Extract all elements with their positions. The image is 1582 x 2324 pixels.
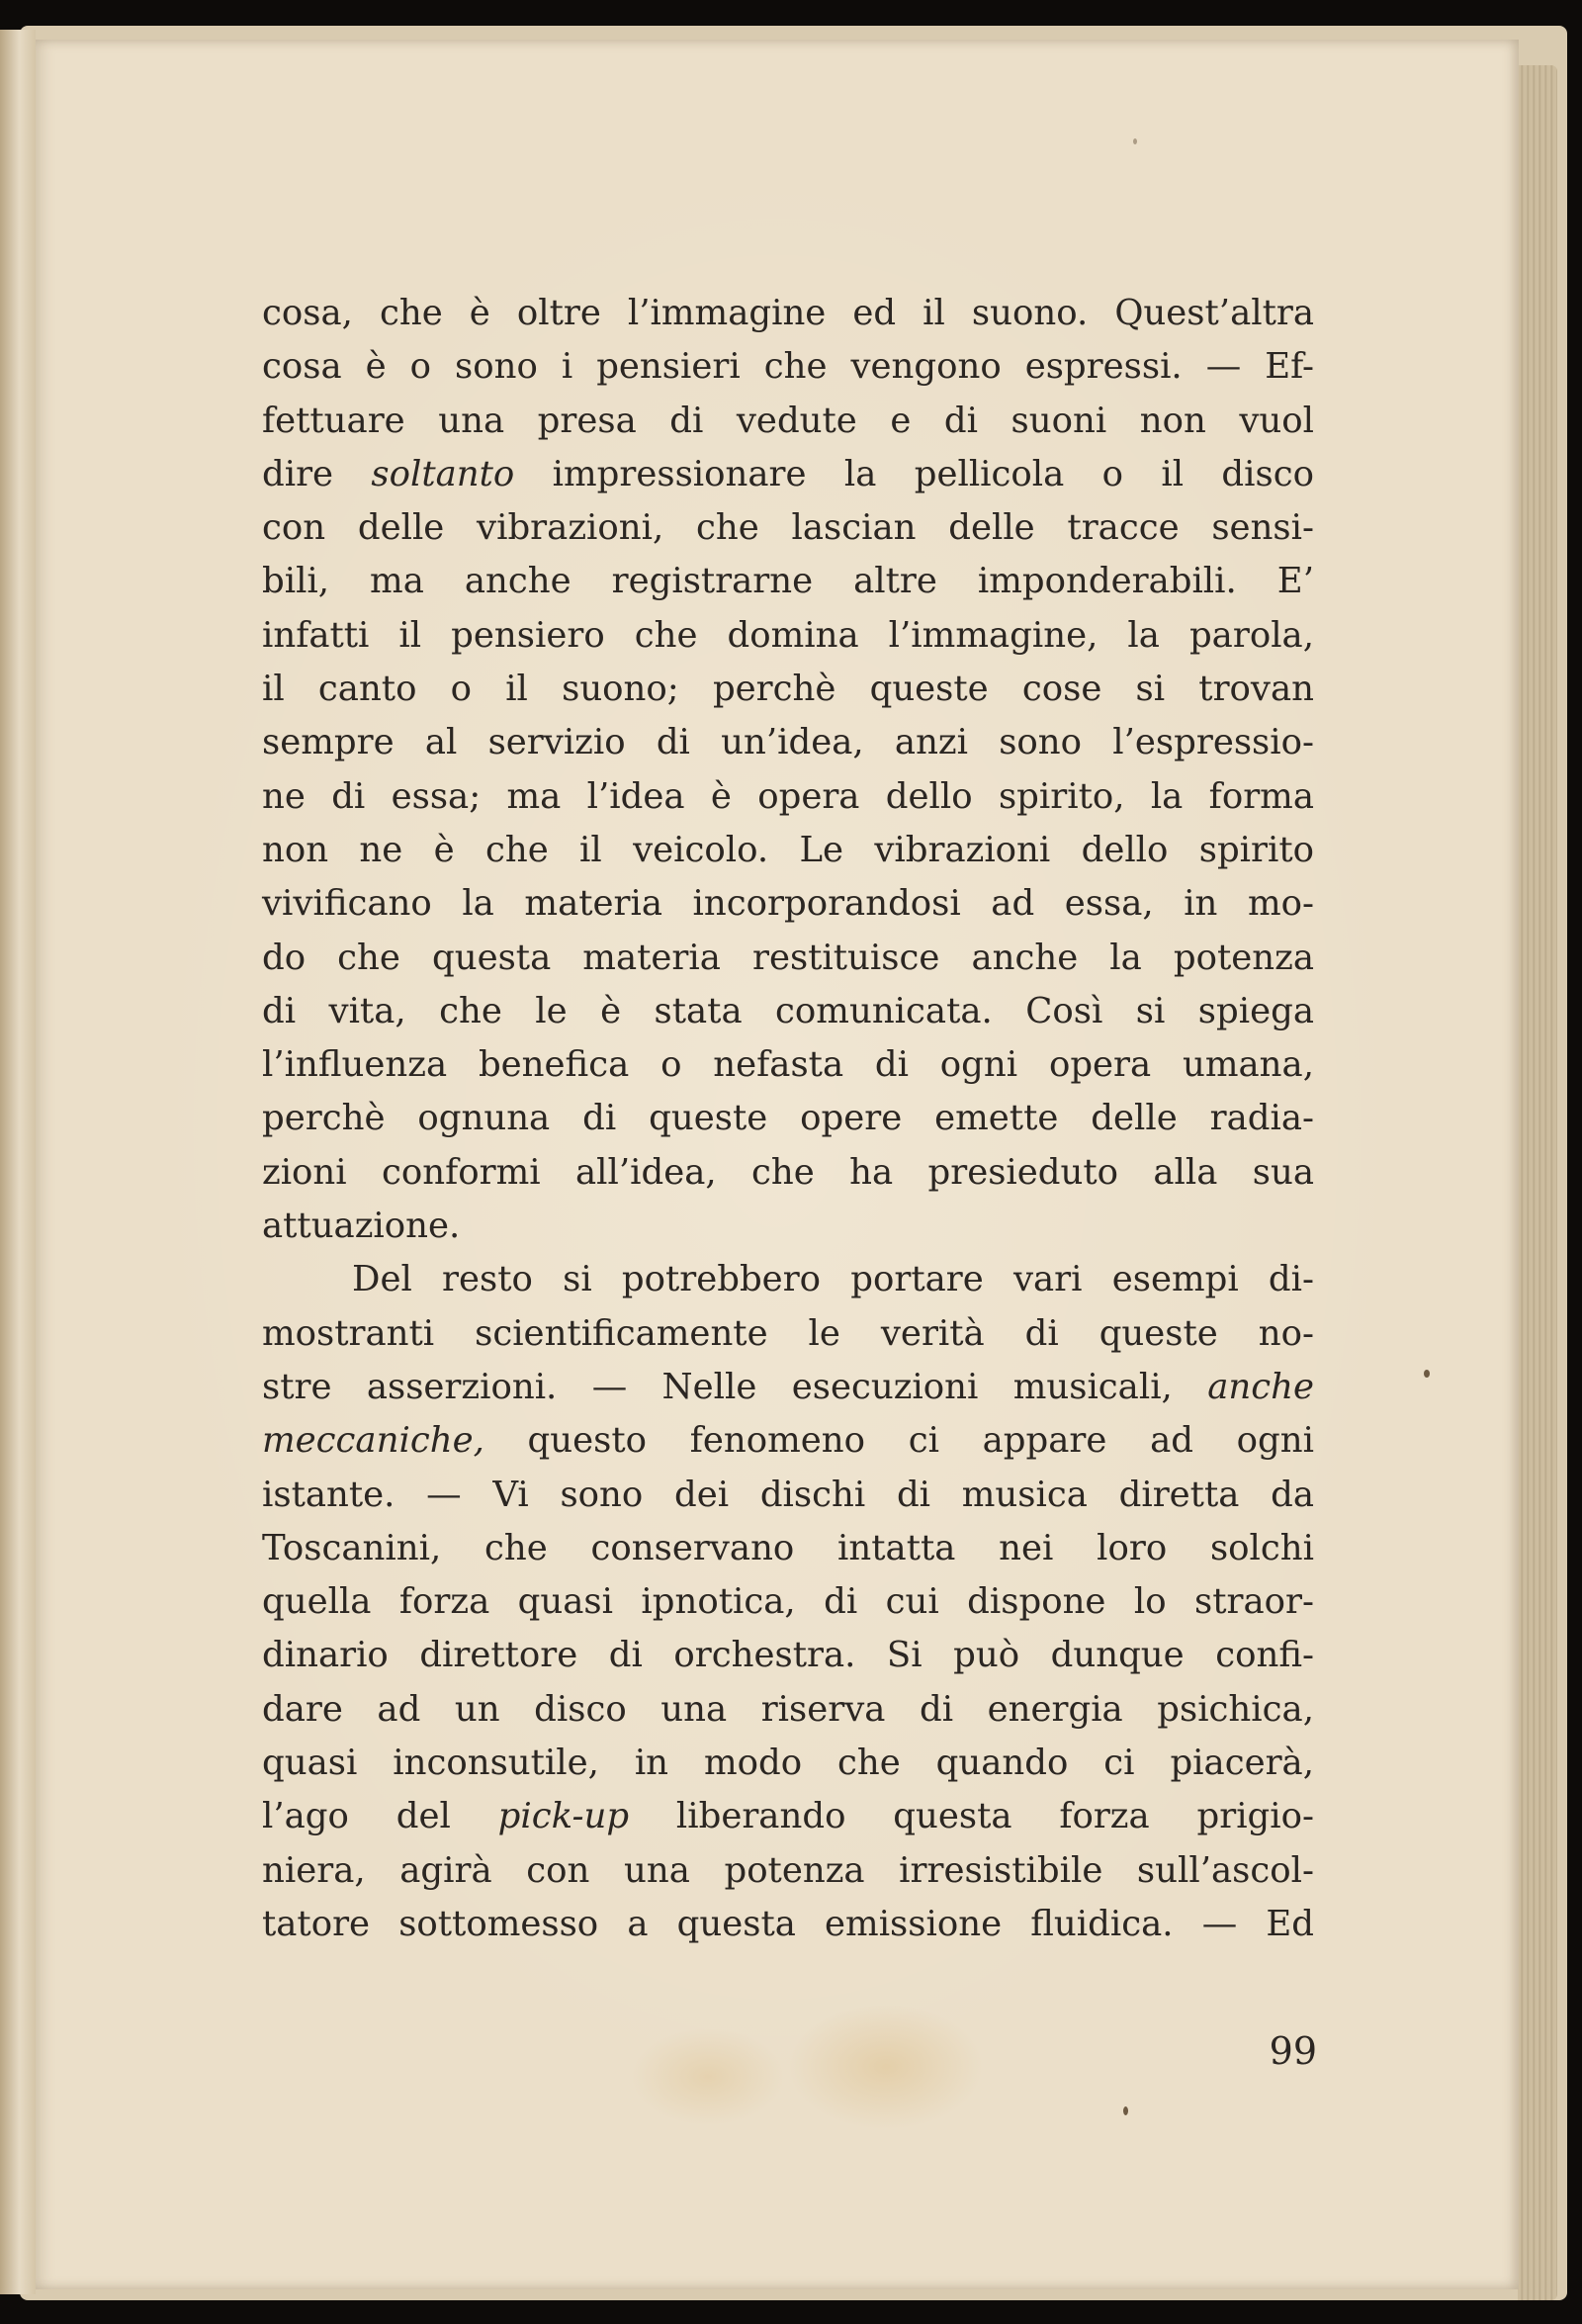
text-run: quasi inconsutile, in modo che quando ci piacerà,: [262, 1743, 1314, 1784]
text-run: niera, agirà con una potenza irresistibile sull’ascol-: [262, 1849, 1314, 1891]
text-line: [262, 1361, 1314, 1414]
text-line: [262, 824, 1314, 877]
text-run: istante. — Vi sono dei dischi di musica diretta da: [262, 1474, 1314, 1515]
text-run: dinario direttore di orchestra. Si può dunque confi-: [262, 1635, 1314, 1676]
page-edges: [1518, 65, 1557, 2300]
text-line: [262, 1522, 1314, 1575]
text-run: vivificano la materia incorporandosi ad essa, in mo-: [262, 883, 1314, 925]
text-run: l’ago del: [262, 1796, 498, 1837]
text-run: zioni conformi all’idea, che ha presieduto alla sua: [262, 1151, 1314, 1193]
italic-text: anche: [1207, 1366, 1314, 1407]
text-run: attuazione.: [262, 1206, 461, 1247]
italic-text: soltanto: [371, 453, 515, 494]
text-line: [262, 1200, 1314, 1253]
text-run: sempre al servizio di un’idea, anzi sono l’espressio-: [262, 722, 1314, 763]
text-run: mostranti scientificamente le verità di queste no-: [262, 1312, 1314, 1354]
text-run: questo fenomeno ci appare ad ogni: [483, 1420, 1314, 1462]
text-line: [262, 770, 1314, 824]
text-run: con delle vibrazioni, che lascian delle tracce sensi-: [262, 507, 1314, 549]
body-text: [262, 287, 1314, 1951]
text-line: [262, 1790, 1314, 1843]
text-line: [262, 501, 1314, 555]
text-run: impressionare la pellicola o il disco: [514, 453, 1314, 494]
text-run: l’influenza benefica o nefasta di ogni opera umana,: [262, 1044, 1314, 1086]
text-run: dire: [262, 453, 372, 494]
text-line: [262, 1844, 1314, 1898]
text-line: [262, 1038, 1314, 1092]
page-number: 99: [1269, 2029, 1317, 2073]
text-run: ne di essa; ma l’idea è opera dello spirito, la forma: [262, 775, 1314, 817]
book-page: [36, 40, 1519, 2289]
text-line: [262, 716, 1314, 769]
text-line: [262, 663, 1314, 716]
text-run: fettuare una presa di vedute e di suoni non vuol: [262, 400, 1314, 441]
text-line: [262, 932, 1314, 985]
text-line: [262, 1469, 1314, 1522]
text-line: [262, 340, 1314, 394]
text-run: cosa, che è oltre l’immagine ed il suono. Quest’altra: [262, 293, 1314, 333]
text-line: [262, 1307, 1314, 1361]
text-run: il canto o il suono; perchè queste cose si trovan: [262, 669, 1314, 710]
text-line: [262, 1629, 1314, 1682]
text-line: [262, 1898, 1314, 1951]
text-line: [262, 1253, 1314, 1306]
text-line: [262, 448, 1314, 501]
text-run: stre asserzioni. — Nelle esecuzioni musicali,: [262, 1366, 1208, 1407]
text-line: [262, 1146, 1314, 1200]
text-run: dare ad un disco una riserva di energia psichica,: [262, 1688, 1314, 1730]
text-run: non ne è che il veicolo. Le vibrazioni dello spirito: [262, 829, 1314, 870]
text-line: [262, 1092, 1314, 1145]
paper-speck: [1123, 2106, 1128, 2115]
text-line: [262, 287, 1314, 340]
paper-speck: [1133, 138, 1137, 144]
text-run: Toscanini, che conservano intatta nei loro solchi: [262, 1527, 1314, 1568]
italic-text: pick-up: [497, 1796, 630, 1837]
book-gutter: [0, 30, 36, 2294]
paper-speck: [1424, 1370, 1430, 1378]
text-run: Del resto si potrebbero portare vari esempi di-: [352, 1259, 1314, 1300]
text-line: [262, 395, 1314, 448]
text-run: do che questa materia restituisce anche la potenza: [262, 937, 1314, 978]
italic-text: meccaniche,: [262, 1420, 484, 1462]
text-run: bili, ma anche registrarne altre imponderabili. E’: [262, 561, 1314, 602]
text-line: [262, 609, 1314, 663]
text-run: cosa è o sono i pensieri che vengono espressi. — Ef-: [262, 346, 1314, 388]
text-run: perchè ognuna di queste opere emette delle radia-: [262, 1098, 1314, 1139]
text-line: [262, 877, 1314, 931]
text-line: [262, 1414, 1314, 1468]
text-run: tatore sottomesso a questa emissione fluidica. — Ed: [262, 1903, 1314, 1944]
text-line: [262, 1737, 1314, 1790]
text-run: di vita, che le è stata comunicata. Così si spiega: [262, 990, 1314, 1031]
text-run: liberando questa forza prigio-: [629, 1796, 1314, 1837]
text-line: [262, 1575, 1314, 1629]
text-run: quella forza quasi ipnotica, di cui dispone lo straor-: [262, 1581, 1314, 1623]
text-line: [262, 555, 1314, 608]
text-run: infatti il pensiero che domina l’immagine, la parola,: [262, 614, 1314, 656]
text-line: [262, 1683, 1314, 1737]
text-line: [262, 985, 1314, 1038]
